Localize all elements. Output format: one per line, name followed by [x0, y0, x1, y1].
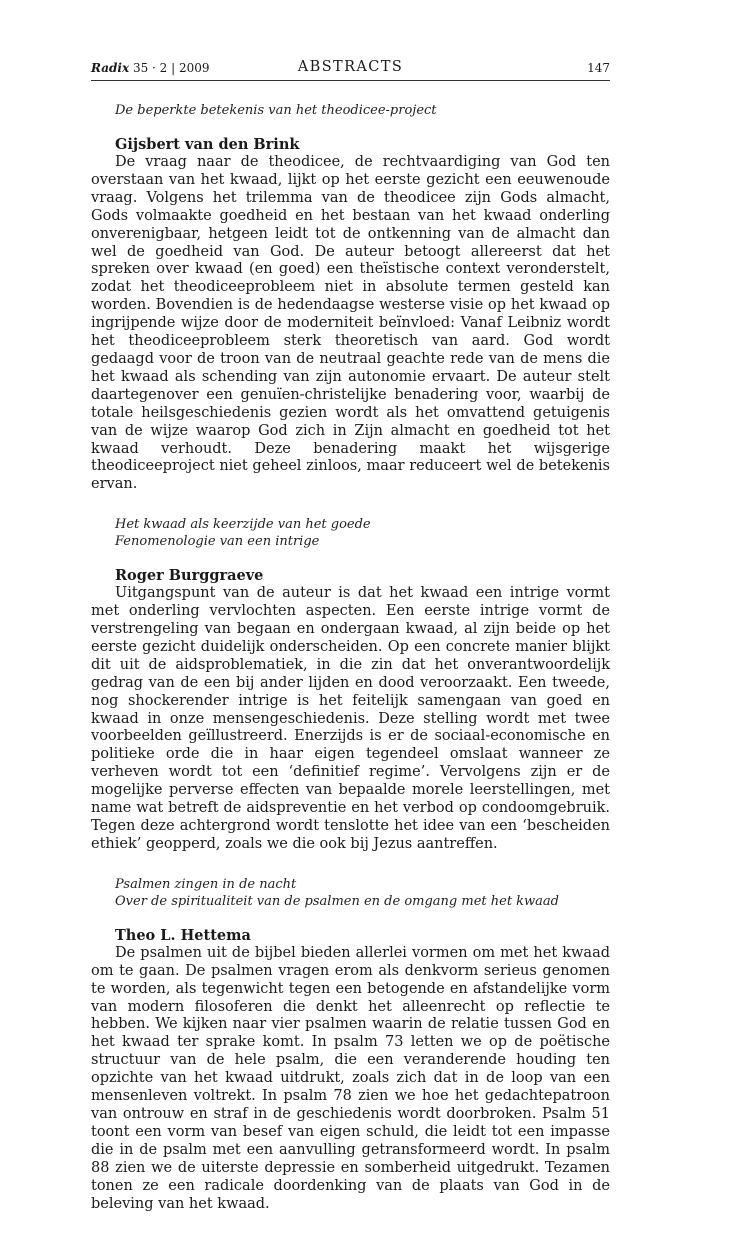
page-body [91, 102, 610, 1235]
article-author: Gijsbert van den Brink [115, 136, 300, 153]
running-header [91, 58, 610, 81]
article-subtitle: Het kwaad als keerzijde van het goede [115, 517, 371, 533]
page-number: 147 [587, 61, 610, 75]
article-author: Theo L. Hettema [115, 926, 251, 944]
abstract-text: De vraag naar de theodicee, de rechtvaardiging van God ten overstaan van het kwaad, lijkt op het eerste gezicht een eeuwenoude vraag. Volgens het trilemma van de theodicee zijn Gods almacht, Gods volmaakte goedheid en het bestaan van het kwaad onderling onverenigbaar, hetgeen leidt tot de ontkenning van de almacht dan wel de goedheid van God. De auteur betoogt allereerst dat het spreken over kwaad (en goed) een theïstische context veronderstelt, zodat het theodiceeprobleem niet in absolute termen gesteld kan worden. Bovendien is de hedendaagse westerse visie op het kwaad op ingrijpende wijze door de moderniteit beïnvloed: Vanaf Leibniz wordt het theodiceeprobleem sterk theoretisch van aard. God wordt gedaagd voor de troon van de neutraal geachte rede van de mens die het kwaad als schending van zijn autonomie ervaart. De auteur stelt daartegenover een genuïen-christelijke benadering voor, waarbij de totale heilsgeschiedenis gezien wordt als het omvattend getuigenis van de wijze waarop God zich in Zijn almacht en goedheid tot het kwaad verhoudt. Deze benadering maakt het wijsgerige theodiceeproject niet geheel zinloos, maar reduceert wel de betekenis ervan. [91, 154, 610, 493]
section-title: ABSTRACTS [297, 59, 404, 75]
article-abstract [91, 102, 610, 494]
abstract-text: Uitgangspunt van de auteur is dat het kwaad een intrige vormt met onderling vervlochten aspecten. Een eerste intrige vormt de verstrengeling van begaan en ondergaan kwaad, al zijn beide op het eerste gezicht duidelijk onderscheiden. Op een concrete manier blijkt dit uit de aidsproblematiek, in die zin dat het onverantwoordelijk gedrag van de een bij ander lijden en dood veroorzaakt. Een tweede, nog shockerender intrige is het feitelijk samengaan van goed en kwaad in onze mensengeschiedenis. Deze stelling wordt met twee voorbeelden geïllustreerd. Enerzijds is er de sociaal-economische en politieke orde die in haar eigen tegendeel omslaat wanneer ze verheven wordt tot een ‘definitief regime’. Vervolgens zijn er de mogelijke perverse effecten van bepaalde morele leerstellingen, met name wat betreft de aidspreventie en het verbod op condoomgebruik. Tegen deze achtergrond wordt tenslotte het idee van een ‘bescheiden ethiek’ geopperd, zoals we die ook bij Jezus aantreffen. [91, 585, 610, 852]
article-subtitle: De beperkte betekenis van het theodicee-project [115, 103, 437, 118]
journal-issue: 35 · 2 | 2009 [132, 61, 210, 75]
journal-name: Radix [91, 61, 130, 75]
article-author: Roger Burggraeve [115, 567, 264, 585]
article-subtitle-line-2: Fenomenologie van een intrige [115, 534, 320, 550]
abstract-text: De psalmen uit de bijbel bieden allerlei vormen om met het kwaad om te gaan. De psalmen vragen erom als denkvorm serieus genomen te worden, als tegenwicht tegen een betogende en afstandelijke vorm van modern filosoferen die denkt het alleenrecht op reflectie te hebben. We kijken naar vier psalmen waarin de relatie tussen God en het kwaad ter sprake komt. In psalm 73 letten we op de poëtische structuur van de hele psalm, die een veranderende houding ten opzichte van het kwaad uitdrukt, zoals zich dat in de loop van een mensenleven voltrekt. In psalm 78 zien we hoe het gedachtepatroon van ontrouw en straf in de geschiedenis wordt doorbroken. Psalm 51 toont een vorm van besef van eigen schuld, die leidt tot een impasse die in de psalm met een aanvulling getransformeerd wordt. In psalm 88 zien we de uiterste depressie en somberheid uitgedrukt. Tezamen tonen ze een radicale doordenking van de plaats van God in de beleving van het kwaad. [91, 944, 610, 1212]
article-abstract [91, 516, 610, 854]
article-abstract [91, 876, 610, 1214]
article-subtitle-line-2: Over de spiritualiteit van de psalmen en de omgang met het kwaad [115, 893, 560, 909]
article-subtitle: Psalmen zingen in de nacht [115, 876, 297, 892]
